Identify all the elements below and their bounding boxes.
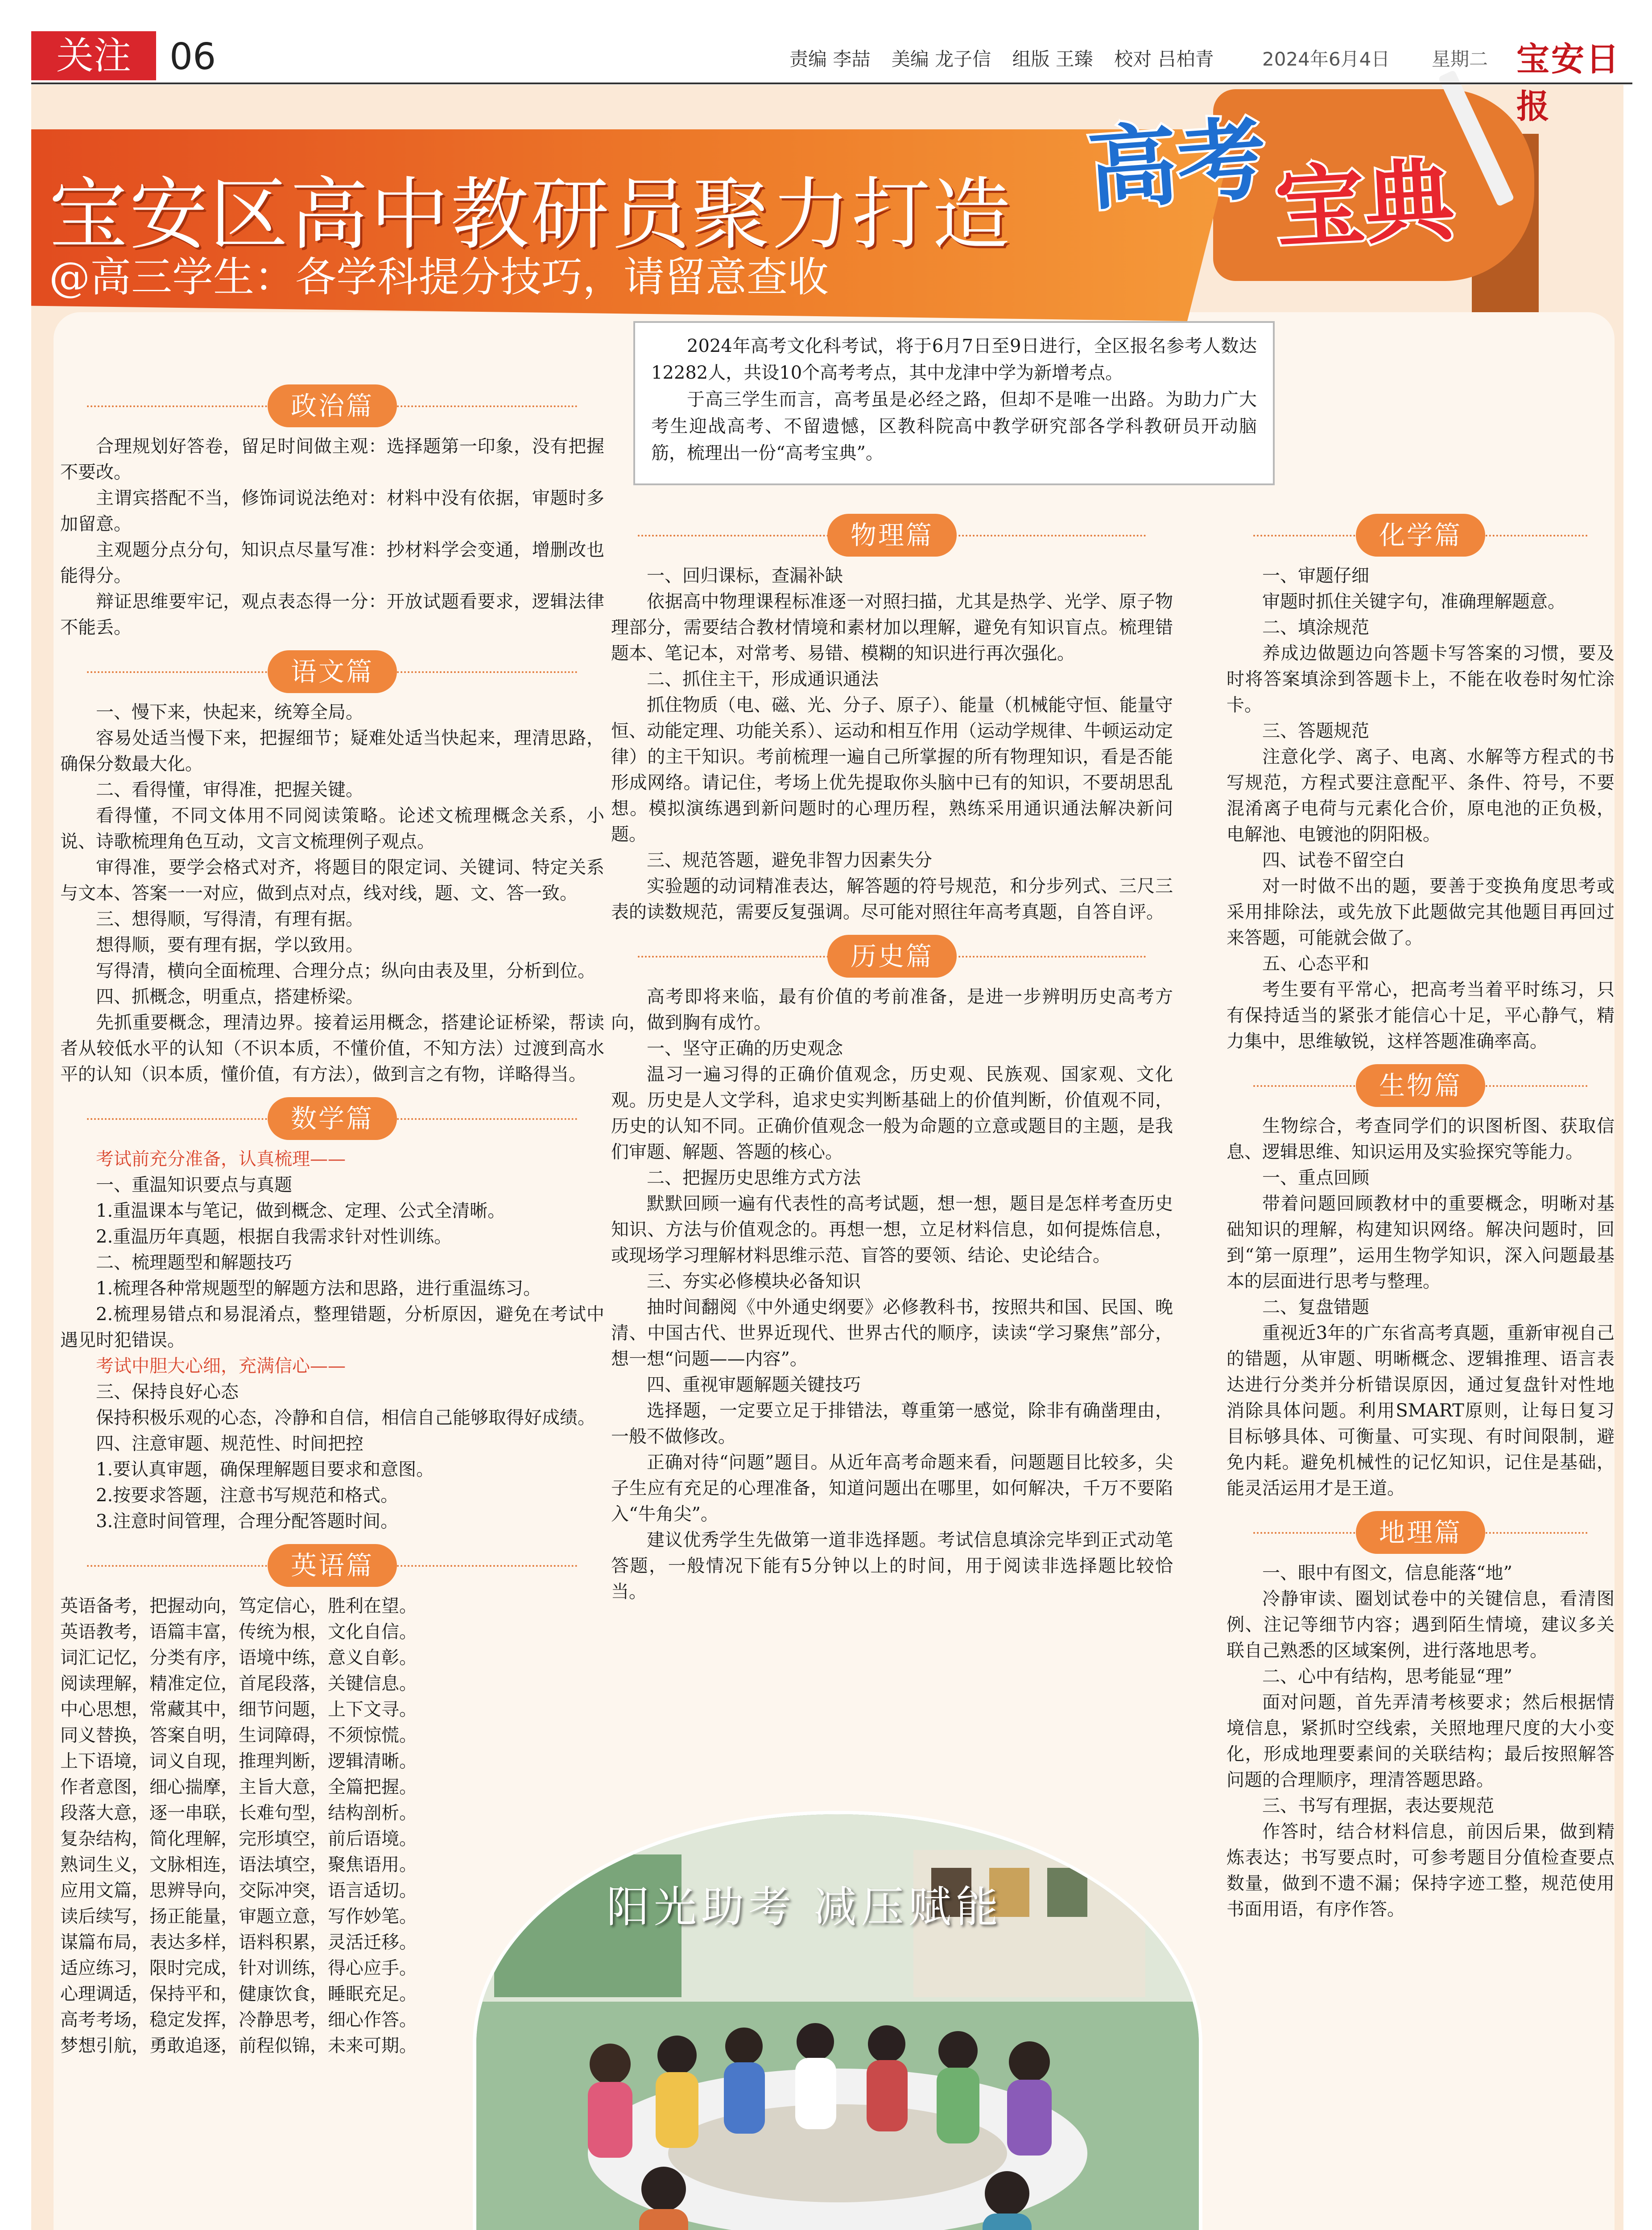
biology-paragraph: 一、重点回顾 bbox=[1262, 1168, 1369, 1188]
section-header-chemistry bbox=[1227, 514, 1615, 557]
math-paragraph: 四、注意审题、规范性、时间把控 bbox=[96, 1433, 363, 1454]
chemistry-paragraph: 考生要有平常心，把高考当着平时练习，只有保持适当的紧张才能信心十足，平心静气，精力集中，思维敏锐，这样答题准确率高。 bbox=[1227, 979, 1615, 1052]
page-subheadline: @高三学生：各学科提分技巧，请留意查收 bbox=[49, 253, 829, 301]
section-title: 政治篇 bbox=[268, 384, 397, 427]
right-column bbox=[1227, 504, 1615, 1922]
chinese-paragraph: 审得准，要学会格式对齐，将题目的限定词、关键词、特定关系与文本、答案一一对应，做到点对点，线对线，题、文、答一致。 bbox=[60, 857, 604, 904]
math-paragraph: 1.重温课本与笔记，做到概念、定理、公式全清晰。 bbox=[96, 1201, 506, 1221]
chinese-paragraph: 一、慢下来，快起来，统筹全局。 bbox=[96, 702, 363, 723]
issue-weekday: 星期二 bbox=[1432, 48, 1488, 70]
politics-paragraph: 辩证思维要牢记，观点表态得一分：开放试题看要求，逻辑法律不能丢。 bbox=[60, 591, 604, 638]
english-line: 读后续写，扬正能量，审题立意，写作妙笔。 bbox=[60, 1906, 417, 1927]
credit-editor: 责编 李喆 bbox=[789, 48, 871, 70]
headline-art-word-2: 宝典 bbox=[1273, 148, 1457, 262]
page-number: 06 bbox=[169, 36, 216, 78]
section-title: 地理篇 bbox=[1356, 1511, 1485, 1554]
math-paragraph: 一、重温知识要点与真题 bbox=[96, 1175, 292, 1195]
english-line: 上下语境，词义自现，推理判断，逻辑清晰。 bbox=[60, 1751, 417, 1772]
physics-paragraph: 实验题的动词精准表达，解答题的符号规范，和分步列式、三尺三表的读数规范，需要反复强调。尽可能对照往年高考真题，自答自评。 bbox=[611, 876, 1173, 922]
section-title: 物理篇 bbox=[827, 514, 957, 557]
english-line: 高考考场，稳定发挥，冷静思考，细心作答。 bbox=[60, 2010, 417, 2030]
editor-credits bbox=[789, 45, 1229, 71]
chemistry-paragraph: 一、审题仔细 bbox=[1262, 566, 1369, 586]
geography-paragraph: 冷静审读、圈划试卷中的关键信息，看清图例、注记等细节内容；遇到陌生情境，建议多关联自己熟悉的区域案例，进行落地思考。 bbox=[1227, 1589, 1615, 1661]
english-line: 心理调适，保持平和，健康饮食，睡眠充足。 bbox=[60, 1984, 417, 2004]
history-paragraph: 选择题，一定要立足于排错法，尊重第一感觉，除非有确凿理由，一般不做修改。 bbox=[611, 1400, 1173, 1447]
math-paragraph: 2.重温历年真题，根据自我需求针对性训练。 bbox=[96, 1226, 452, 1247]
section-title: 数学篇 bbox=[268, 1097, 397, 1140]
english-verse bbox=[60, 1593, 453, 2059]
chemistry-paragraph: 注意化学、离子、电离、水解等方程式的书写规范，方程式要注意配平、条件、符号，不要混淆离子电荷与元素化合价，原电池的正负极，电解池、电镀池的阴阳极。 bbox=[1227, 747, 1615, 845]
geography-paragraph: 作答时，结合材料信息，前因后果，做到精炼表达；书写要点时，可参考题目分值检查要点数量，做到不遗不漏；保持字迹工整，规范使用书面用语，有序作答。 bbox=[1227, 1821, 1615, 1920]
biology-paragraph: 带着问题回顾教材中的重要概念，明晰对基础知识的理解，构建知识网络。解决问题时，回到“第一原理”，运用生物学知识，深入问题最基本的层面进行思考与整理。 bbox=[1227, 1193, 1615, 1292]
chemistry-paragraph: 养成边做题边向答题卡写答案的习惯，要及时将答案填涂到答题卡上，不能在收卷时匆忙涂卡。 bbox=[1227, 643, 1615, 715]
politics-paragraph: 主观题分点分句，知识点尽量写准：抄材料学会变通，增删改也能得分。 bbox=[60, 540, 604, 586]
middle-column bbox=[611, 504, 1173, 1605]
chemistry-paragraph: 审题时抓住关键字句，准确理解题意。 bbox=[1262, 591, 1565, 612]
math-paragraph: 三、保持良好心态 bbox=[96, 1382, 239, 1402]
section-header-politics bbox=[60, 384, 604, 427]
math-paragraph: 2.梳理易错点和易混淆点，整理错题，分析原因，避免在考试中遇见时犯错误。 bbox=[60, 1304, 604, 1350]
section-header-math bbox=[60, 1097, 604, 1140]
english-line: 作者意图，细心揣摩，主旨大意，全篇把握。 bbox=[60, 1777, 417, 1797]
math-paragraph: 保持积极乐观的心态，冷静和自信，相信自己能够取得好成绩。 bbox=[96, 1408, 595, 1428]
chinese-paragraph: 二、看得懂，审得准，把握关键。 bbox=[96, 780, 363, 800]
chinese-paragraph: 写得清，横向全面梳理、合理分点；纵向由表及里，分析到位。 bbox=[96, 961, 595, 981]
left-column bbox=[60, 375, 604, 2059]
chinese-paragraph: 看得懂，不同文体用不同阅读策略。论述文梳理概念关系，小说、诗歌梳理角色互动，文言文梳理例子观点。 bbox=[60, 805, 604, 852]
history-paragraph: 建议优秀学生先做第一道非选择题。考试信息填涂完毕到正式动笔答题，一般情况下能有5分钟以上的时间，用于阅读非选择题比较恰当。 bbox=[611, 1530, 1173, 1602]
physics-paragraph: 三、规范答题，避免非智力因素失分 bbox=[647, 850, 932, 871]
english-line: 复杂结构，简化理解，完形填空，前后语境。 bbox=[60, 1829, 417, 1849]
chinese-paragraph: 三、想得顺，写得清，有理有据。 bbox=[96, 909, 363, 929]
math-paragraph: 1.梳理各种常规题型的解题方法和思路，进行重温练习。 bbox=[96, 1278, 541, 1299]
english-line: 熟词生义，文脉相连，语法填空，聚焦语用。 bbox=[60, 1854, 417, 1875]
page-headline: 宝安区高中教研员聚力打造 bbox=[49, 169, 1013, 260]
english-line: 谋篇布局，表达多样，语料积累，灵活迁移。 bbox=[60, 1932, 417, 1953]
politics-paragraph: 主谓宾搭配不当，修饰词说法绝对：材料中没有依据，审题时多加留意。 bbox=[60, 488, 604, 534]
section-title: 语文篇 bbox=[268, 650, 397, 693]
section-title: 化学篇 bbox=[1356, 514, 1485, 557]
history-paragraph: 三、夯实必修模块必备知识 bbox=[647, 1271, 861, 1292]
history-paragraph: 温习一遍习得的正确价值观念，历史观、民族观、国家观、文化观。历史是人文学科，追求史实判断基础上的价值判断，价值观不同，历史的认知不同。正确价值观念一般为命题的立意或题目的主题，是我们审题、解题、答题的核心。 bbox=[611, 1064, 1173, 1162]
section-header-physics bbox=[611, 514, 1173, 557]
chinese-paragraph: 先抓重要概念，理清边界。接着运用概念，搭建论证桥梁，帮读者从较低水平的认知（不识本质，不懂价值，不知方法）过渡到高水平的认知（识本质，懂价值，有方法），做到言之有物，详略得当。 bbox=[60, 1012, 604, 1085]
photo-title: 阳光助考 减压赋能 bbox=[607, 1882, 1003, 1932]
biology-paragraph: 二、复盘错题 bbox=[1262, 1297, 1369, 1317]
chemistry-paragraph: 二、填涂规范 bbox=[1262, 617, 1369, 638]
section-title: 英语篇 bbox=[268, 1544, 397, 1587]
chemistry-paragraph: 对一时做不出的题，要善于变换角度思考或采用排除法，或先放下此题做完其他题目再回过来答题，可能就会做了。 bbox=[1227, 876, 1615, 948]
chemistry-paragraph: 四、试卷不留空白 bbox=[1262, 850, 1405, 871]
credit-designer: 美编 龙子信 bbox=[891, 48, 991, 70]
section-header-english bbox=[60, 1544, 604, 1587]
intro-paragraph: 于高三学生而言，高考虽是必经之路，但却不是唯一出路。为助力广大考生迎战高考、不留遗憾，区教科院高中教学研究部各学科教研员开动脑筋，梳理出一份“高考宝典”。 bbox=[651, 389, 1257, 463]
intro-paragraph: 2024年高考文化科考试，将于6月7日至9日进行，全区报名参考人数达12282人，共设10个高考考点，其中龙津中学为新增考点。 bbox=[651, 336, 1257, 383]
section-header-biology bbox=[1227, 1064, 1615, 1107]
english-line: 应用文篇，思辨导向，交际冲突，语言适切。 bbox=[60, 1880, 417, 1901]
section-header-geography bbox=[1227, 1511, 1615, 1554]
english-line: 英语备考，把握动向，笃定信心，胜利在望。 bbox=[60, 1596, 417, 1616]
history-paragraph: 默默回顾一遍有代表性的高考试题，想一想，题目是怎样考查历史知识、方法与价值观念的。再想一想，立足材料信息，如何提炼信息，或现场学习理解材料思维示范、盲答的要领、结论、史论结合。 bbox=[611, 1193, 1173, 1266]
history-paragraph: 高考即将来临，最有价值的考前准备，是进一步辨明历史高考方向，做到胸有成竹。 bbox=[611, 987, 1173, 1033]
geography-paragraph: 二、心中有结构，思考能显“理” bbox=[1262, 1666, 1512, 1687]
physics-paragraph: 依据高中物理课程标准逐一对照扫描，尤其是热学、光学、原子物理部分，需要结合教材情境和素材加以理解，避免有知识盲点。梳理错题本、笔记本，对常考、易错、模糊的知识进行再次强化。 bbox=[611, 591, 1173, 664]
chinese-paragraph: 想得顺，要有理有据，学以致用。 bbox=[96, 935, 363, 955]
credit-proofreader: 校对 吕柏青 bbox=[1114, 48, 1214, 70]
math-paragraph: 1.要认真审题，确保理解题目要求和意图。 bbox=[96, 1459, 434, 1480]
masthead bbox=[31, 31, 1632, 126]
geography-paragraph: 一、眼中有图文，信息能落“地” bbox=[1262, 1563, 1512, 1583]
politics-paragraph: 合理规划好答卷，留足时间做主观：选择题第一印象，没有把握不要改。 bbox=[60, 436, 604, 483]
history-paragraph: 一、坚守正确的历史观念 bbox=[647, 1038, 843, 1059]
history-paragraph: 正确对待“问题”题目。从近年高考命题来看，问题题目比较多，尖子生应有充足的心理准备，知道问题出在哪里，如何解决，千万不要陷入“牛角尖”。 bbox=[611, 1452, 1173, 1524]
history-paragraph: 四、重视审题解题关键技巧 bbox=[647, 1375, 861, 1395]
physics-paragraph: 二、抓住主干，形成通识通法 bbox=[647, 669, 879, 690]
physics-paragraph: 一、回归课标，查漏补缺 bbox=[647, 566, 843, 586]
newspaper-logo: 宝安日报 bbox=[1516, 40, 1621, 126]
english-line: 阅读理解，精准定位，首尾段落，关键信息。 bbox=[60, 1673, 417, 1694]
chemistry-paragraph: 五、心态平和 bbox=[1262, 954, 1369, 974]
physics-paragraph: 抓住物质（电、磁、光、分子、原子）、能量（机械能守恒、能量守恒、动能定理、功能关系）、运动和相互作用（运动学规律、牛顿运动定律）的主干知识。考前梳理一遍自己所掌握的所有物理知识，看是否能形成网络。请记住，考场上优先提取你头脑中已有的知识，不要胡思乱想。模拟演练遇到新问题时的心理历程，熟练采用通识通法解决新问题。 bbox=[611, 695, 1173, 845]
section-header-chinese bbox=[60, 650, 604, 693]
intro-box bbox=[633, 321, 1275, 485]
section-header-history bbox=[611, 935, 1173, 978]
masthead-divider bbox=[31, 83, 1632, 84]
english-line: 词汇记忆，分类有序，语境中练，意义自彰。 bbox=[60, 1648, 417, 1668]
math-paragraph: 2.按要求答题，注意书写规范和格式。 bbox=[96, 1485, 399, 1506]
chinese-paragraph: 容易处适当慢下来，把握细节；疑难处适当快起来，理清思路，确保分数最大化。 bbox=[60, 728, 604, 774]
math-paragraph: 3.注意时间管理，合理分配答题时间。 bbox=[96, 1511, 399, 1532]
english-line: 梦想引航，勇敢追逐，前程似锦，未来可期。 bbox=[60, 2036, 417, 2056]
math-lead: 考试中胆大心细，充满信心—— bbox=[96, 1356, 346, 1376]
history-paragraph: 抽时间翻阅《中外通史纲要》必修教科书，按照共和国、民国、晚清、中国古代、世界近现代、世界古代的顺序，读读“学习聚焦”部分，想一想“问题——内容”。 bbox=[611, 1297, 1173, 1369]
chinese-paragraph: 四、抓概念，明重点，搭建桥梁。 bbox=[96, 987, 363, 1007]
geography-paragraph: 面对问题，首先弄清考核要求；然后根据情境信息，紧抓时空线索，关照地理尺度的大小变化，形成地理要素间的关联结构；最后按照解答问题的合理顺序，理清答题思路。 bbox=[1227, 1692, 1615, 1790]
section-tag: 关注 bbox=[31, 31, 156, 80]
headline-art-word-1: 高考 bbox=[1085, 107, 1270, 223]
section-title: 生物篇 bbox=[1356, 1064, 1485, 1107]
math-lead: 考试前充分准备，认真梳理—— bbox=[96, 1149, 346, 1169]
english-line: 段落大意，逐一串联，长难句型，结构剖析。 bbox=[60, 1803, 417, 1823]
credit-layout: 组版 王臻 bbox=[1012, 48, 1093, 70]
english-line: 英语教考，语篇丰富，传统为根，文化自信。 bbox=[60, 1622, 417, 1642]
biology-paragraph: 生物综合，考查同学们的识图析图、获取信息、逻辑思维、知识运用及实验探究等能力。 bbox=[1227, 1116, 1615, 1162]
section-title: 历史篇 bbox=[827, 935, 957, 978]
geography-paragraph: 三、书写有理据，表达要规范 bbox=[1262, 1796, 1494, 1816]
english-line: 适应练习，限时完成，针对训练，得心应手。 bbox=[60, 1958, 417, 1978]
chemistry-paragraph: 三、答题规范 bbox=[1262, 721, 1369, 741]
history-paragraph: 二、把握历史思维方式方法 bbox=[647, 1168, 861, 1188]
english-line: 中心思想，常藏其中，细节问题，上下文寻。 bbox=[60, 1699, 417, 1720]
english-line: 同义替换，答案自明，生词障碍，不须惊慌。 bbox=[60, 1725, 417, 1746]
biology-paragraph: 重视近3年的广东省高考真题，重新审视自己的错题，从审题、明晰概念、逻辑推理、语言表达进行分类并分析错误原因，通过复盘针对性地消除具体问题。利用SMART原则，让每日复习目标够具体、可衡量、可实现、有时间限制，避免内耗。避免机械性的记忆知识，记住是基础，能灵活运用才是王道。 bbox=[1227, 1323, 1615, 1499]
issue-date: 2024年6月4日 bbox=[1262, 48, 1390, 70]
math-paragraph: 二、梳理题型和解题技巧 bbox=[96, 1252, 292, 1273]
headline-art-title bbox=[1085, 107, 1507, 299]
